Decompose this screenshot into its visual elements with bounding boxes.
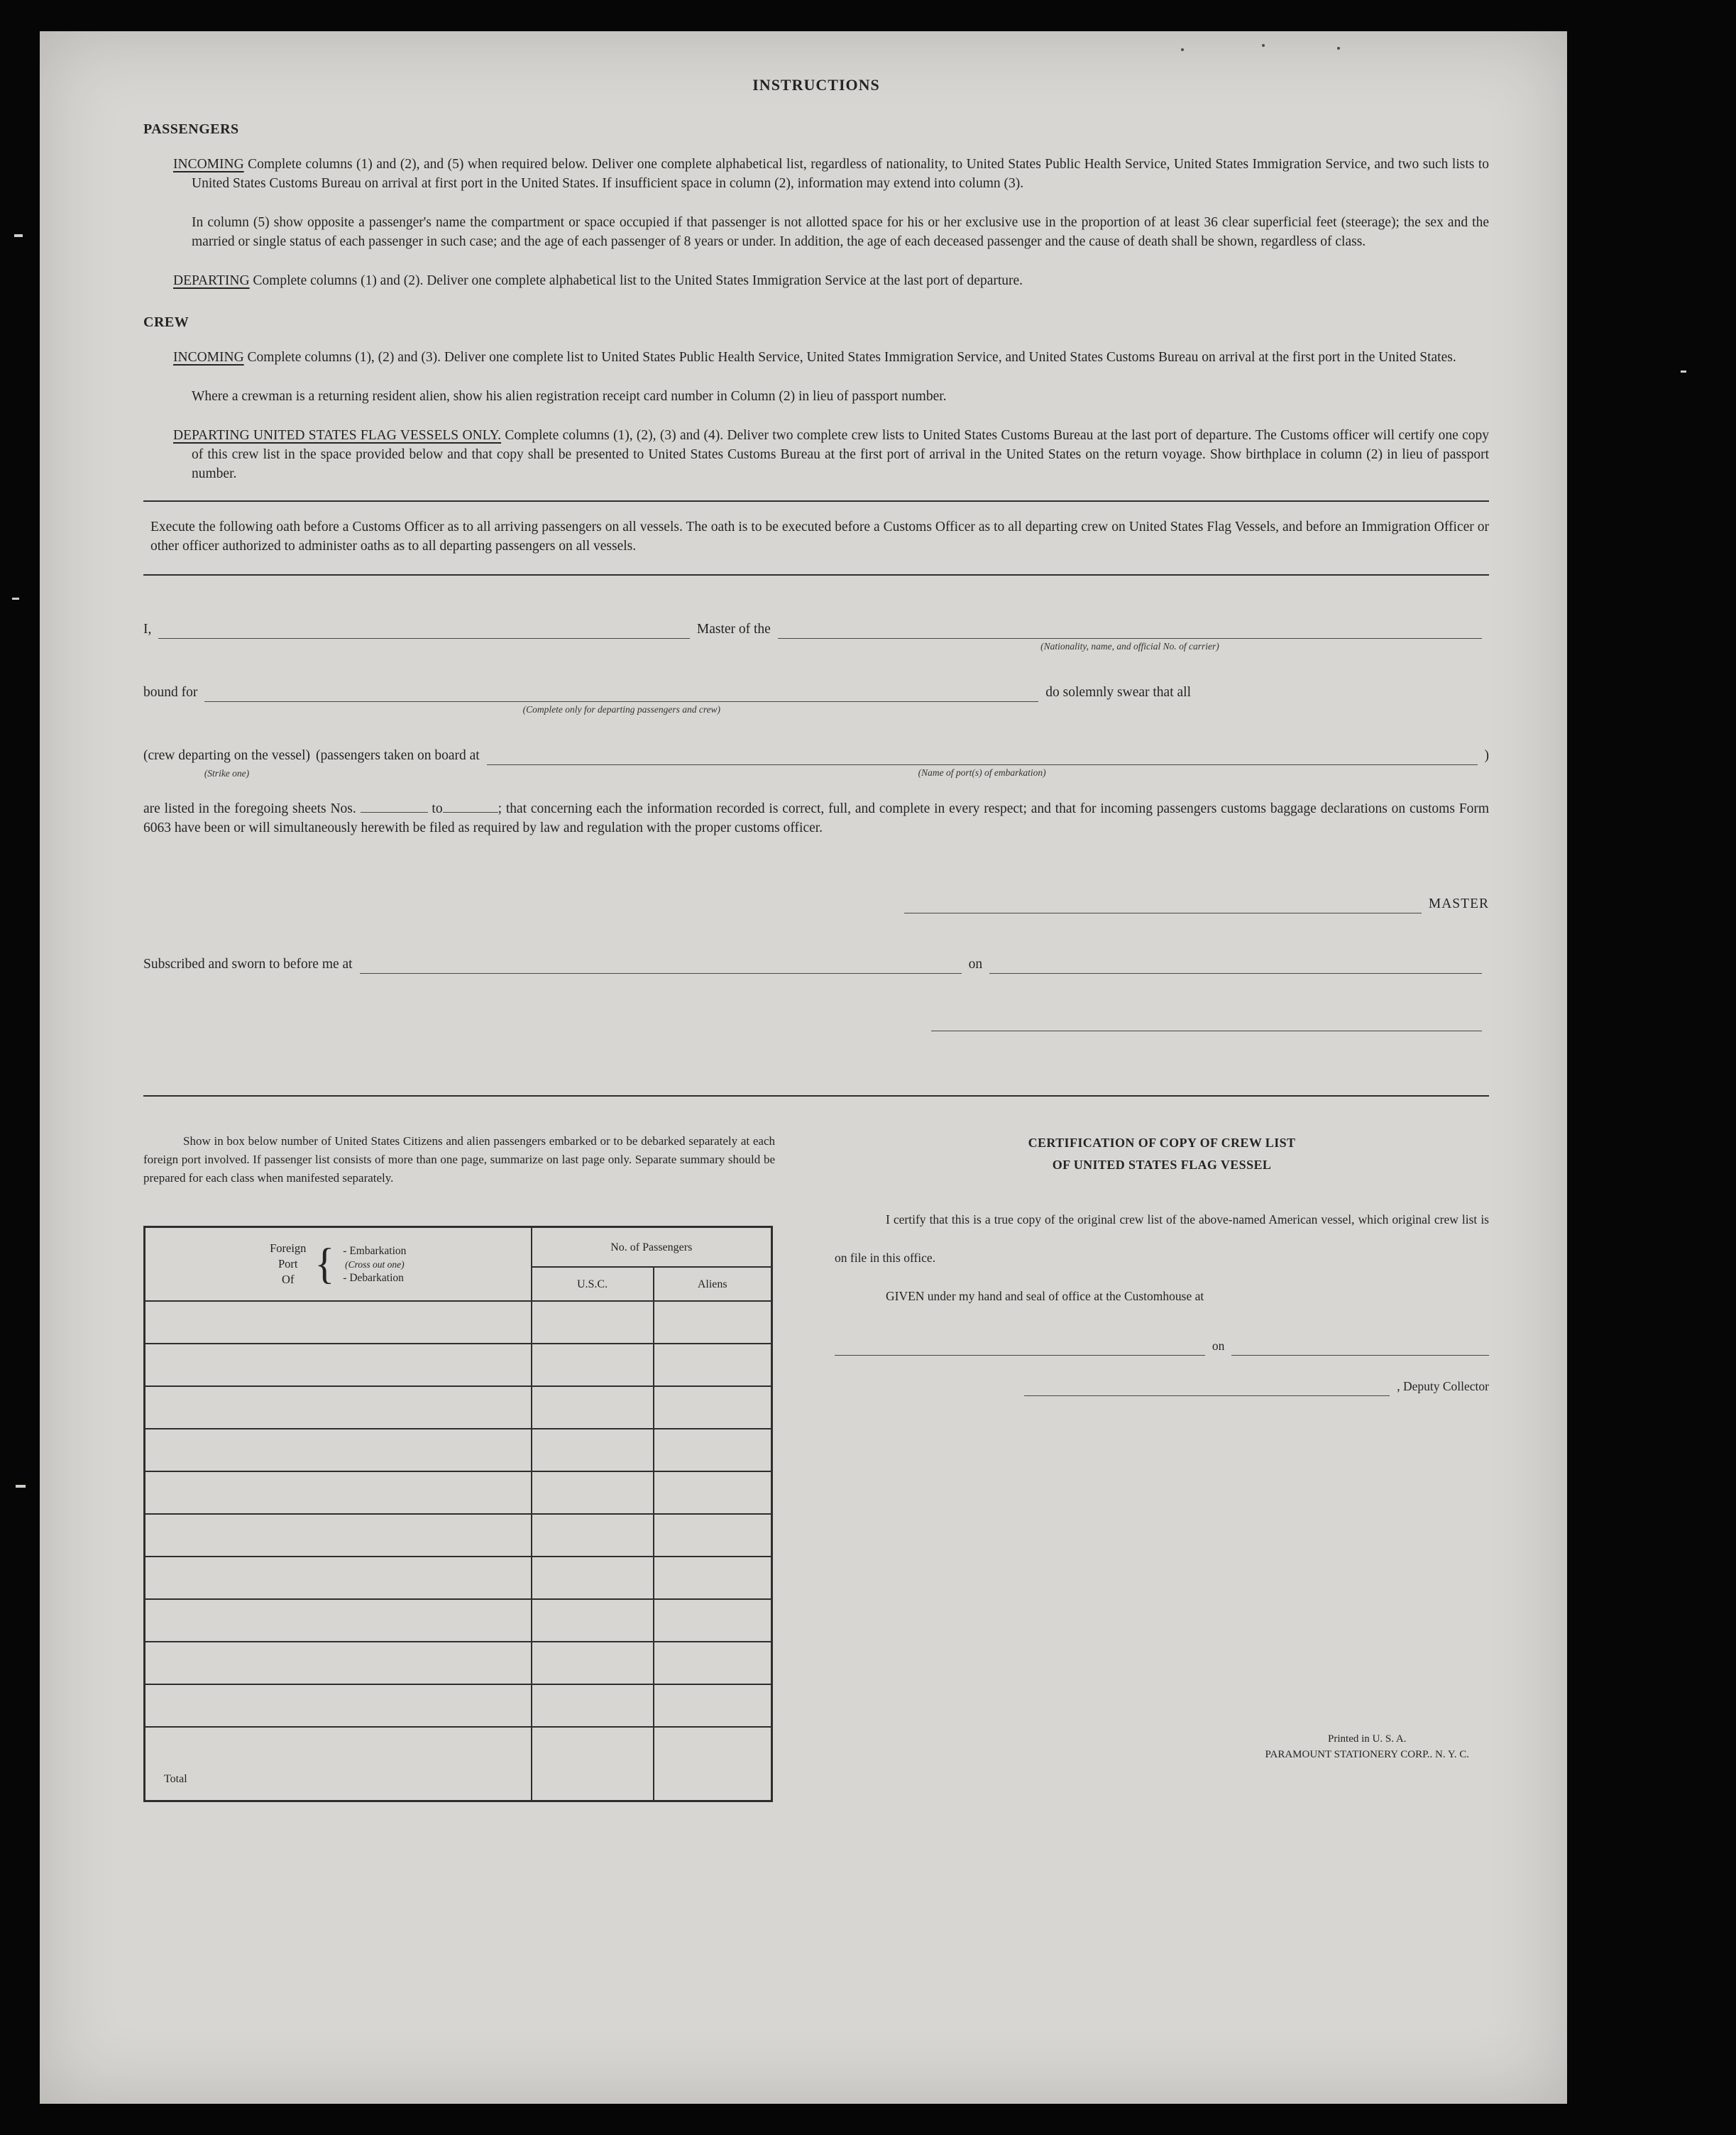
summary-table-blank-row bbox=[145, 1599, 772, 1642]
subscribed-row bbox=[143, 955, 1489, 974]
crew-resident-alien-paragraph bbox=[192, 387, 1489, 406]
crew-departing-option bbox=[143, 746, 310, 779]
sheets-to-field bbox=[443, 799, 498, 813]
destination-field bbox=[204, 684, 1038, 715]
summary-table-blank-cell bbox=[532, 1344, 654, 1386]
summary-table-blank-cell bbox=[145, 1599, 532, 1642]
summary-table-blank-row bbox=[145, 1471, 772, 1514]
summary-table-blank-row bbox=[145, 1557, 772, 1599]
summary-table-blank-cell bbox=[145, 1514, 532, 1557]
summary-table-blank-cell bbox=[532, 1557, 654, 1599]
scan-artifact bbox=[1337, 47, 1340, 50]
summary-table-header-row bbox=[145, 1227, 772, 1268]
summary-table-blank-row bbox=[145, 1344, 772, 1386]
usc-header: U.S.C. bbox=[532, 1267, 654, 1301]
summary-table-blank-cell bbox=[654, 1684, 772, 1727]
carrier-caption: (Nationality, name, and official No. of carrier) bbox=[1040, 641, 1219, 652]
summary-table-blank-cell bbox=[654, 1599, 772, 1642]
i-label: I, bbox=[143, 622, 152, 637]
horizontal-rule bbox=[143, 1095, 1489, 1097]
strike-one-caption: (Strike one) bbox=[204, 768, 250, 779]
foreign-port-words bbox=[270, 1241, 306, 1288]
resident-alien-text: Where a crewman is a returning resident alien, show his alien registration receipt card number in Column (2) in lieu of passport number. bbox=[192, 389, 947, 404]
summary-table-blank-cell bbox=[145, 1386, 532, 1429]
customhouse-row bbox=[835, 1337, 1489, 1356]
crew-departing-paragraph bbox=[173, 426, 1489, 483]
summary-table-blank-row bbox=[145, 1429, 772, 1471]
summary-table-blank-row bbox=[145, 1642, 772, 1684]
crew-incoming-paragraph bbox=[173, 348, 1489, 367]
certify-text: I certify that this is a true copy of the original crew list of the above-named American vessel, which original crew list is on file in this office. bbox=[835, 1212, 1489, 1265]
passenger-summary-table bbox=[143, 1226, 773, 1802]
sworn-place-field bbox=[360, 956, 962, 974]
summary-table-blank-row bbox=[145, 1514, 772, 1557]
summary-table-blank-cell bbox=[654, 1429, 772, 1471]
deputy-collector-row bbox=[835, 1377, 1489, 1396]
passengers-departing-paragraph bbox=[173, 271, 1489, 290]
summary-table-body bbox=[145, 1301, 772, 1727]
scan-artifact bbox=[1262, 44, 1265, 47]
passengers-incoming-paragraph bbox=[173, 155, 1490, 193]
summary-table-blank-cell bbox=[532, 1514, 654, 1557]
crew-departing-option-text: (crew departing on the vessel) bbox=[143, 748, 310, 763]
summary-table-blank-row bbox=[145, 1301, 772, 1344]
crew-incoming-label: INCOMING bbox=[173, 350, 244, 365]
summary-total-row bbox=[145, 1727, 772, 1801]
page-title: INSTRUCTIONS bbox=[752, 76, 880, 94]
summary-table-blank-cell bbox=[532, 1386, 654, 1429]
scan-artifact bbox=[1681, 371, 1686, 373]
scan-artifact bbox=[16, 1485, 26, 1488]
port-caption: (Name of port(s) of embarkation) bbox=[918, 767, 1046, 778]
certify-paragraph bbox=[835, 1200, 1489, 1277]
summary-column bbox=[143, 1132, 775, 1802]
given-text: GIVEN under my hand and seal of office at the Customhouse at bbox=[886, 1289, 1204, 1303]
crew-departing-label: DEPARTING UNITED STATES FLAG VESSELS ONLY. bbox=[173, 428, 502, 443]
scan-artifact bbox=[14, 234, 23, 237]
certification-title bbox=[835, 1132, 1489, 1176]
horizontal-rule bbox=[143, 574, 1489, 576]
embark-debark-options bbox=[343, 1244, 406, 1285]
printed-in-text: Printed in U. S. A. bbox=[1328, 1733, 1407, 1745]
scan-artifact bbox=[12, 598, 19, 600]
cross-out-one-caption: (Cross out one) bbox=[345, 1258, 405, 1270]
embarkation-row bbox=[143, 746, 1489, 779]
oath-intro-text: Execute the following oath before a Customs Officer as to all arriving passengers on all vessels. The oath is to be executed before a Customs Officer as to all departing crew on United States Flag Vessels, and before an Immigration Officer or other officer authorized to administer oaths as to all departing passengers on all vessels. bbox=[150, 520, 1489, 554]
embarkation-port-field bbox=[487, 747, 1478, 778]
total-aliens-cell bbox=[654, 1727, 772, 1801]
sworn-date-field bbox=[989, 956, 1482, 974]
summary-table-blank-cell bbox=[145, 1557, 532, 1599]
summary-table-blank-cell bbox=[654, 1471, 772, 1514]
brace-glyph: { bbox=[314, 1239, 335, 1288]
certification-column bbox=[835, 1132, 1489, 1802]
given-paragraph bbox=[835, 1277, 1489, 1315]
summary-table-blank-cell bbox=[532, 1301, 654, 1344]
bound-for-row bbox=[143, 683, 1489, 715]
master-signature-row bbox=[143, 894, 1489, 913]
total-usc-cell bbox=[532, 1727, 654, 1801]
crew-departing-text: Complete columns (1), (2), (3) and (4). Deliver two complete crew lists to United States Customs Bureau at the last port of departure. The Customs officer will certify one copy of this crew list in the space provided below and that copy shall be presented to United States Customs Bureau at the first port of arrival in the United States on the return voyage. Show birthplace in column (2) in lieu of passport number. bbox=[192, 428, 1489, 481]
summary-table-blank-row bbox=[145, 1684, 772, 1727]
of-word: Of bbox=[282, 1273, 295, 1286]
deputy-signature-field bbox=[1024, 1378, 1390, 1396]
embarkation-option: - Embarkation bbox=[343, 1244, 407, 1257]
total-label-cell: Total bbox=[145, 1727, 532, 1801]
summary-table-blank-cell bbox=[145, 1301, 532, 1344]
summary-table-blank-cell bbox=[532, 1429, 654, 1471]
horizontal-rule bbox=[143, 500, 1489, 502]
summary-table-blank-cell bbox=[654, 1514, 772, 1557]
master-of-the-label: Master of the bbox=[696, 622, 771, 637]
sheets-paragraph bbox=[143, 799, 1489, 838]
sheets-from-field bbox=[361, 799, 428, 813]
summary-table-blank-cell bbox=[532, 1684, 654, 1727]
passengers-heading: PASSENGERS bbox=[143, 121, 239, 137]
certification-title-line1: CERTIFICATION OF COPY OF CREW LIST bbox=[1028, 1136, 1296, 1150]
swear-text: do solemnly swear that all bbox=[1045, 685, 1191, 700]
scan-artifact bbox=[1181, 48, 1184, 51]
summary-table-blank-cell bbox=[654, 1301, 772, 1344]
oath-intro-paragraph bbox=[150, 517, 1489, 556]
deputy-collector-label: , Deputy Collector bbox=[1397, 1379, 1489, 1393]
summary-table-blank-cell bbox=[532, 1599, 654, 1642]
subscribed-label: Subscribed and sworn to before me at bbox=[143, 957, 353, 972]
crew-heading: CREW bbox=[143, 314, 189, 330]
summary-table-blank-cell bbox=[654, 1344, 772, 1386]
master-label: MASTER bbox=[1428, 896, 1489, 911]
printer-imprint bbox=[1265, 1731, 1469, 1802]
officer-signature-row bbox=[143, 1014, 1489, 1031]
column5-text: In column (5) show opposite a passenger's name the compartment or space occupied if that passenger is not allotted space for his or her exclusive use in the proportion of at least 36 clear superficial feet (steerage); the sex and the married or single status of each passenger in such case; and the age of each passenger of 8 years or under. In addition, the age of each deceased passenger and the cause of death shall be shown, regardless of class. bbox=[192, 215, 1489, 249]
summary-table-blank-cell bbox=[654, 1642, 772, 1684]
summary-table-blank-cell bbox=[145, 1429, 532, 1471]
master-signature-field bbox=[904, 896, 1422, 913]
departing-text: Complete columns (1) and (2). Deliver one complete alphabetical list to the United States Immigration Service at the last port of departure. bbox=[253, 273, 1023, 288]
summary-table-blank-cell bbox=[532, 1642, 654, 1684]
summary-table-blank-cell bbox=[654, 1557, 772, 1599]
customhouse-place-field bbox=[835, 1338, 1205, 1356]
bound-for-caption: (Complete only for departing passengers and crew) bbox=[522, 704, 721, 715]
scanned-form-page bbox=[40, 31, 1567, 2104]
foreign-word: Foreign bbox=[270, 1241, 307, 1255]
debarkation-option: - Debarkation bbox=[343, 1271, 404, 1284]
certification-title-line2: OF UNITED STATES FLAG VESSEL bbox=[1052, 1158, 1272, 1172]
summary-table-blank-cell bbox=[654, 1386, 772, 1429]
summary-note bbox=[143, 1132, 775, 1187]
bottom-section bbox=[143, 1132, 1489, 1802]
foreign-port-header-cell bbox=[145, 1227, 532, 1302]
sheets-to-label: to bbox=[432, 801, 443, 816]
passengers-taken-text: (passengers taken on board at bbox=[316, 748, 480, 763]
summary-note-text: Show in box below number of United States Citizens and alien passengers embarked or to be debarked separately at each foreign port involved. If passenger list consists of more than one page, summarize on last page only. Separate summary should be prepared for each class when manifested separately. bbox=[143, 1134, 775, 1185]
incoming-text: Complete columns (1) and (2), and (5) when required below. Deliver one complete alphabetical list, regardless of nationality, to United States Public Health Service, United States Immigration Service, and two such lists to United States Customs Bureau on arrival at first port in the United States. If insufficient space in column (2), information may extend into column (3). bbox=[192, 157, 1490, 191]
summary-table-blank-cell bbox=[145, 1471, 532, 1514]
publisher-text: PARAMOUNT STATIONERY CORP.. N. Y. C. bbox=[1265, 1749, 1469, 1760]
customhouse-on-label: on bbox=[1212, 1339, 1225, 1353]
close-paren: ) bbox=[1484, 748, 1489, 763]
port-word: Port bbox=[278, 1257, 298, 1270]
sheets-text-after: ; that concerning each the information recorded is correct, full, and complete in every respect; and that for incoming passengers customs baggage declarations on customs Form 6063 have been or will simultaneously herewith be filed as required by law and regulation with the proper customs officer. bbox=[143, 801, 1489, 835]
summary-table-blank-row bbox=[145, 1386, 772, 1429]
departing-label: DEPARTING bbox=[173, 273, 250, 288]
summary-table-blank-cell bbox=[145, 1642, 532, 1684]
summary-table-blank-cell bbox=[145, 1684, 532, 1727]
customhouse-date-field bbox=[1231, 1338, 1489, 1356]
passengers-column5-paragraph bbox=[192, 213, 1489, 251]
no-of-passengers-header: No. of Passengers bbox=[532, 1227, 772, 1268]
officer-signature-field bbox=[931, 1014, 1482, 1031]
summary-table-blank-cell bbox=[532, 1471, 654, 1514]
bound-for-label: bound for bbox=[143, 685, 198, 700]
summary-table-blank-cell bbox=[145, 1344, 532, 1386]
sworn-on-label: on bbox=[968, 957, 983, 972]
master-name-row bbox=[143, 620, 1489, 652]
sheets-text-before: are listed in the foregoing sheets Nos. bbox=[143, 801, 356, 816]
crew-incoming-text: Complete columns (1), (2) and (3). Deliver one complete list to United States Public Health Service, United States Immigration Service, and United States Customs Bureau on arrival at the first port in the United States. bbox=[247, 350, 1456, 365]
incoming-label: INCOMING bbox=[173, 157, 244, 172]
aliens-header: Aliens bbox=[654, 1267, 772, 1301]
master-name-field bbox=[158, 621, 689, 639]
carrier-field bbox=[778, 621, 1482, 652]
